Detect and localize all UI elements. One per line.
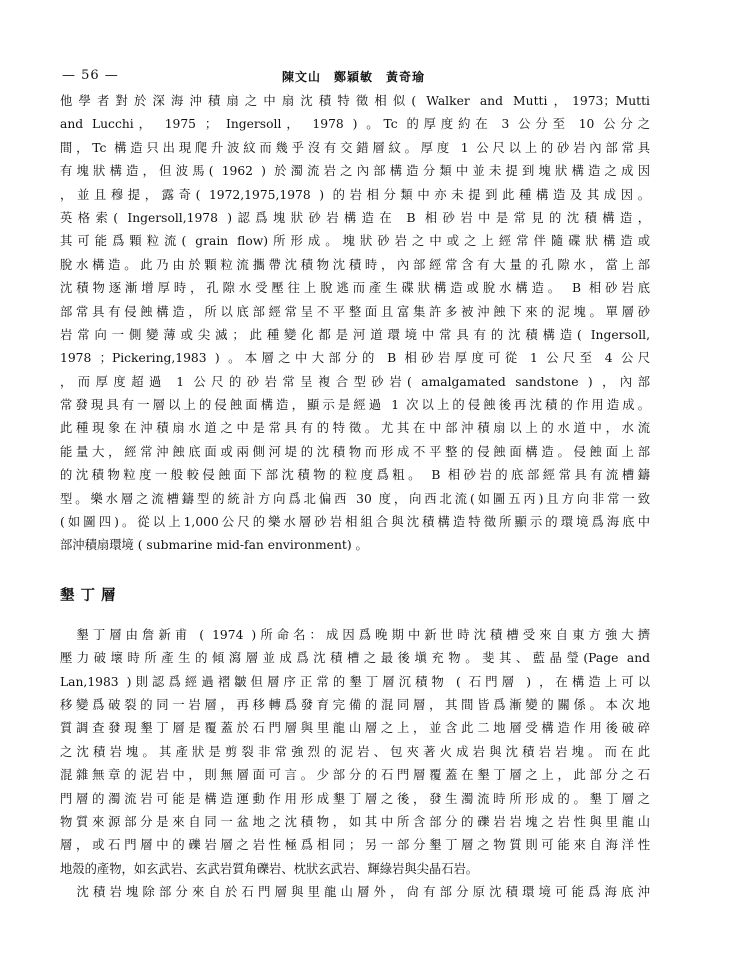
body-text [60, 90, 650, 905]
text-line: and Lucchi， 1975 ； Ingersoll， 1978 ) 。Tc 的厚度約在 3 公分至 10 公分之 [60, 117, 650, 132]
text-line: 沈積物逐漸增厚時，孔隙水受壓往上脫逃而產生碟狀構造或脫水構造。 B 相砂岩底 [60, 281, 650, 296]
page-header [62, 68, 652, 86]
text-line: 沈積岩塊除部分來自於石門層與里龍山層外，尙有部分原沈積環境可能爲海底沖 [60, 885, 650, 900]
text-line: 質調查發現墾丁層是覆蓋於石門層與里龍山層之上，並含此二地層受構造作用後破碎 [60, 721, 650, 736]
text-line: 能量大，經常沖蝕底面或兩側河堤的沈積物而形成不平整的侵蝕面構造。侵蝕面上部 [60, 444, 650, 459]
text-line: 地殼的產物，如玄武岩、玄武岩質角礫岩、枕狀玄武岩、輝綠岩與尖晶石岩。 [60, 861, 479, 876]
section-heading: 墾丁層 [60, 586, 122, 604]
text-line: ，並且穆提，露奇( 1972,1975,1978 ) 的岩相分類中亦未提到此種構造及其成因。 [60, 187, 650, 202]
text-line: 之沈積岩塊。其產狀是剪裂非常強烈的泥岩、包夾著火成岩與沈積岩岩塊。而在此 [60, 744, 650, 759]
text-line: 物質來源部分是來自同一盆地之沈積物，如其中所含部分的礫岩岩塊之岩性與里龍山 [60, 814, 650, 829]
text-line: 岩常向一側變薄或尖滅；此種變化都是河道環境中常具有的沈積構造( Ingersoll, [60, 327, 650, 342]
text-line: 層，或石門層中的礫岩層之岩性極爲相同；另一部分墾丁層之物質則可能來自海洋性 [60, 838, 650, 853]
page-number: — 56 — [62, 68, 119, 83]
text-line: 脫水構造。此乃由於顆粒流攜帶沈積物沈積時，內部經常含有大量的孔隙水，當上部 [60, 257, 650, 272]
text-line: 門層的濁流岩可能是構造運動作用形成墾丁層之後，發生濁流時所形成的。墾丁層之 [60, 791, 650, 806]
text-line: 英格索( Ingersoll,1978 )認爲塊狀砂岩構造在 B 相砂岩中是常見的沈積構造， [60, 210, 650, 225]
text-line: 移變爲破裂的同一岩層，再移轉爲發育完備的混同層，其間皆爲漸變的關係。本次地 [60, 697, 650, 712]
text-line: 部沖積扇環境 ( submarine mid-fan environment) 。 [60, 538, 368, 553]
running-head-authors: 陳文山 鄭穎敏 黃奇瑜 [282, 70, 426, 84]
text-line: 此種現象在沖積扇水道之中是常具有的特徵。尤其在中部沖積扇以上的水道中，水流 [60, 421, 650, 436]
text-line: 有塊狀構造，但波馬( 1962 ) 於濁流岩之內部構造分類中並未提到塊狀構造之成因 [60, 164, 650, 179]
text-line: (如圖四)。從以上1,000公尺的樂水層砂岩相組合與沈積構造特徵所顯示的環境爲海底中 [60, 515, 650, 530]
text-line: Lan,1983 )則認爲經過褶皺但層序正常的墾丁層沉積物 ( 石門層 ) ，在構造上可以 [60, 674, 650, 689]
text-line: 壓力破壞時所產生的傾瀉層並成爲沈積槽之最後塡充物。斐其、藍晶瑩(Page and [60, 651, 650, 666]
text-line: 間，Tc 構造只出現爬升波紋而幾乎沒有交錯層紋。厚度 1 公尺以上的砂岩內部常具 [60, 140, 650, 155]
text-line: 他學者對於深海沖積扇之中扇沈積特徵相似( Walker and Mutti，1973；Mutti [60, 94, 650, 108]
text-line: 其可能爲顆粒流( grain flow)所形成。塊狀砂岩之中或之上經常伴隨碟狀構造或 [60, 234, 650, 249]
text-line: 部常具有侵蝕構造，所以底部經常呈不平整面且富集許多被沖蝕下來的泥塊。單層砂 [60, 304, 650, 319]
text-line: ，而厚度超過 1 公尺的砂岩常呈複合型砂岩( amalgamated sandstone ) ，內部 [60, 374, 650, 389]
text-line: 常發現具有一層以上的侵蝕面構造，顯示是經過 1 次以上的侵蝕後再沈積的作用造成。 [60, 398, 650, 413]
text-line: 的沈積物粒度一般較侵蝕面下部沈積物的粒度爲粗。 B 相砂岩的底部經常具有流槽鑄 [60, 468, 650, 483]
paragraph-2 [60, 624, 650, 905]
text-line: 1978 ；Pickering,1983 ) 。本層之中大部分的 B 相砂岩厚度可從 1 公尺至 4 公尺 [60, 351, 650, 366]
text-line: 墾丁層由詹新甫 ( 1974 )所命名：成因爲晚期中新世時沈積槽受來自東方強大擠 [60, 627, 650, 642]
text-line: 型。樂水層之流槽鑄型的統計方向爲北偏西 30 度，向西北流(如圖五丙)且方向非常一致 [60, 491, 650, 506]
paragraph-1 [60, 90, 650, 558]
text-line: 混雜無章的泥岩中，則無層面可言。少部分的石門層覆蓋在墾丁層之上，此部分之石 [60, 768, 650, 783]
